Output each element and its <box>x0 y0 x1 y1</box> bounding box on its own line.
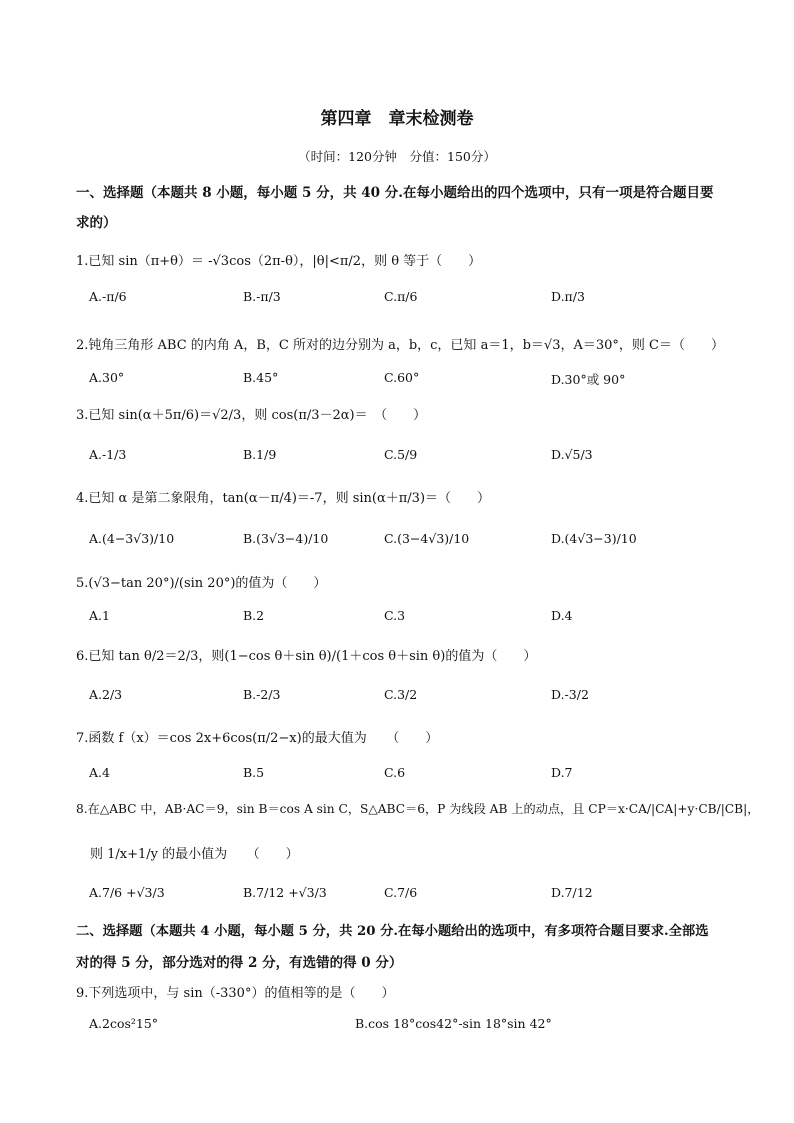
question-4-stem: 4.已知 α 是第二象限角，tan(α－π/4)＝-7，则 sin(α＋π/3)＝（ ） <box>76 491 491 506</box>
question-9-option-a: A.2cos²15° <box>89 1016 159 1031</box>
question-2-option-c: C.60° <box>384 370 420 385</box>
section-1-heading-cont: 求的） <box>76 215 117 231</box>
question-7-option-d: D.7 <box>551 765 573 780</box>
question-1-option-b: B.-π/3 <box>243 289 281 304</box>
question-4-option-b: B.(3√3−4)/10 <box>243 531 329 546</box>
question-6-option-a: A.2/3 <box>89 687 123 702</box>
question-9-stem: 9.下列选项中，与 sin（-330°）的值相等的是（ ） <box>76 986 395 1001</box>
question-5-option-d: D.4 <box>551 608 573 623</box>
section-2-heading: 二、选择题（本题共 4 小题，每小题 5 分，共 20 分.在每小题给出的选项中，有多项符合题目要求.全部选 <box>76 924 709 939</box>
section-2-heading-cont: 对的得 5 分，部分选对的得 2 分，有选错的得 0 分） <box>76 955 403 971</box>
question-8-option-a: A.7/6 +√3/3 <box>89 885 165 900</box>
question-5-option-a: A.1 <box>89 608 110 623</box>
question-2-option-a: A.30° <box>89 370 125 385</box>
question-2-option-b: B.45° <box>243 370 279 385</box>
question-4-option-a: A.(4−3√3)/10 <box>89 531 175 546</box>
question-7-stem: 7.函数 f（x）＝cos 2x+6cos(π/2−x)的最大值为 （ ） <box>76 731 439 746</box>
question-8-stem: 8.在△ABC 中，AB·AC＝9，sin B＝cos A sin C，S△ABC＝6，P 为线段 AB 上的动点，且 CP＝x·CA/|CA|+y·CB/|CB|， <box>76 802 760 816</box>
question-3-option-c: C.5/9 <box>384 447 418 462</box>
question-3-stem: 3.已知 sin(α＋5π/6)＝√2/3，则 cos(π/3－2α)＝ （ ） <box>76 408 427 423</box>
question-3-option-a: A.-1/3 <box>89 447 127 462</box>
exam-info: （时间：120分钟 分值：150分） <box>298 149 496 164</box>
question-7-option-b: B.5 <box>243 765 265 780</box>
question-5-option-b: B.2 <box>243 608 265 623</box>
question-1-stem: 1.已知 sin（π+θ）＝ -√3cos（2π-θ），|θ|<π/2，则 θ 等于（ ） <box>76 254 482 269</box>
question-1-option-c: C.π/6 <box>384 289 418 304</box>
question-8-option-c: C.7/6 <box>384 885 418 900</box>
question-9-option-b: B.cos 18°cos42°-sin 18°sin 42° <box>355 1016 552 1031</box>
question-2-option-d: D.30°或 90° <box>551 372 626 387</box>
question-3-option-d: D.√5/3 <box>551 447 593 462</box>
section-1-heading: 一、选择题（本题共 8 小题，每小题 5 分，共 40 分.在每小题给出的四个选项中，只有一项是符合题目要 <box>76 185 714 201</box>
question-3-option-b: B.1/9 <box>243 447 277 462</box>
question-1-option-d: D.π/3 <box>551 289 585 304</box>
question-7-option-c: C.6 <box>384 765 406 780</box>
question-6-option-c: C.3/2 <box>384 687 418 702</box>
question-8-option-d: D.7/12 <box>551 885 593 900</box>
question-4-option-c: C.(3−4√3)/10 <box>384 531 470 546</box>
question-5-stem: 5.(√3−tan 20°)/(sin 20°)的值为（ ） <box>76 576 327 591</box>
question-6-option-d: D.-3/2 <box>551 687 589 702</box>
question-8-option-b: B.7/12 +√3/3 <box>243 885 327 900</box>
question-5-option-c: C.3 <box>384 608 406 623</box>
question-4-option-d: D.(4√3−3)/10 <box>551 531 637 546</box>
page-title: 第四章 章末检测卷 <box>320 109 474 129</box>
question-2-stem: 2.钝角三角形 ABC 的内角 A，B，C 所对的边分别为 a，b，c，已知 a＝1，b＝√3，A＝30°，则 C＝（ ） <box>76 338 724 353</box>
question-8-stem-cont: 则 1/x+1/y 的最小值为 （ ） <box>90 847 299 862</box>
question-6-stem: 6.已知 tan θ/2＝2/3，则(1−cos θ＋sin θ)/(1＋cos θ＋sin θ)的值为（ ） <box>76 649 537 664</box>
question-1-option-a: A.-π/6 <box>89 289 127 304</box>
question-7-option-a: A.4 <box>89 765 110 780</box>
question-6-option-b: B.-2/3 <box>243 687 281 702</box>
